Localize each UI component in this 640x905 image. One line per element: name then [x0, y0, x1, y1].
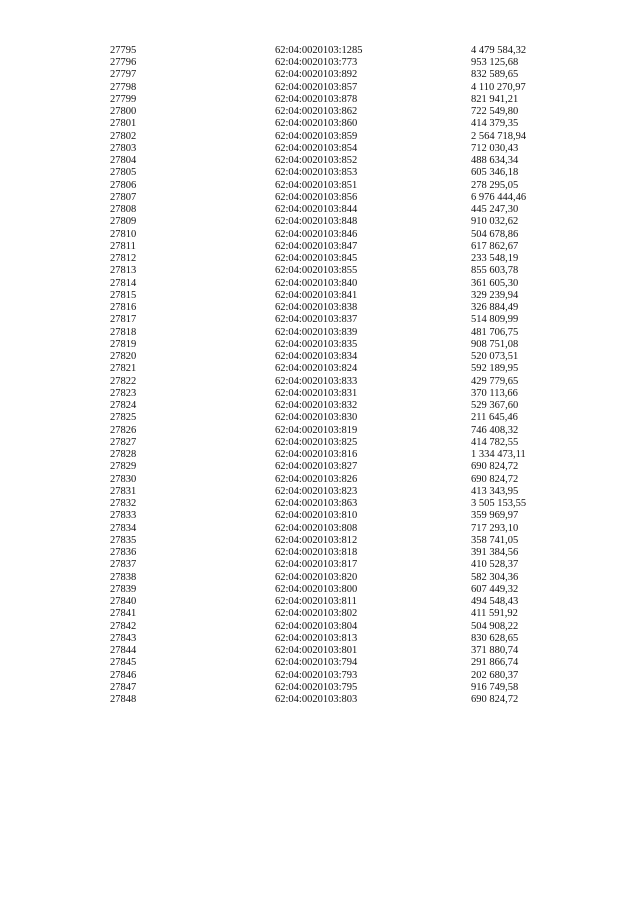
cadastral-value-cell: 413 343,95 — [471, 485, 519, 497]
cadastral-value-table — [110, 45, 571, 707]
cadastral-number-cell: 62:04:0020103:862 — [275, 106, 358, 118]
cadastral-number-cell: 62:04:0020103:794 — [275, 657, 358, 669]
cadastral-value-cell: 821 941,21 — [471, 93, 519, 105]
row-number-cell: 27822 — [110, 375, 137, 387]
row-number-cell: 27803 — [110, 142, 137, 154]
cadastral-value-cell: 910 032,62 — [471, 216, 519, 228]
cadastral-value-cell: 529 367,60 — [471, 400, 519, 412]
cadastral-value-cell: 211 645,46 — [471, 412, 518, 424]
cadastral-value-cell: 617 862,67 — [471, 240, 519, 252]
cadastral-value-cell: 746 408,32 — [471, 424, 519, 436]
cadastral-value-cell: 504 678,86 — [471, 228, 519, 240]
cadastral-value-cell: 514 809,99 — [471, 314, 519, 326]
table-row — [110, 425, 571, 437]
table-row — [110, 474, 571, 486]
row-number-cell: 27808 — [110, 204, 137, 216]
table-row — [110, 596, 571, 608]
table-row — [110, 278, 571, 290]
row-number-cell: 27835 — [110, 534, 137, 546]
cadastral-number-cell: 62:04:0020103:831 — [275, 387, 358, 399]
row-number-cell: 27841 — [110, 608, 137, 620]
row-number-cell: 27809 — [110, 216, 137, 228]
cadastral-value-cell: 445 247,30 — [471, 204, 519, 216]
cadastral-number-cell: 62:04:0020103:878 — [275, 93, 358, 105]
cadastral-number-cell: 62:04:0020103:851 — [275, 179, 358, 191]
cadastral-value-cell: 278 295,05 — [471, 179, 519, 191]
cadastral-number-cell: 62:04:0020103:837 — [275, 314, 358, 326]
table-row — [110, 560, 571, 572]
cadastral-value-cell: 607 449,32 — [471, 583, 519, 595]
row-number-cell: 27830 — [110, 473, 137, 485]
row-number-cell: 27798 — [110, 81, 137, 93]
cadastral-number-cell: 62:04:0020103:848 — [275, 216, 358, 228]
table-row — [110, 204, 571, 216]
row-number-cell: 27847 — [110, 681, 137, 693]
table-row — [110, 547, 571, 559]
row-number-cell: 27825 — [110, 412, 137, 424]
row-number-cell: 27807 — [110, 191, 137, 203]
cadastral-value-cell: 953 125,68 — [471, 57, 519, 69]
table-row — [110, 168, 571, 180]
row-number-cell: 27805 — [110, 167, 137, 179]
table-row — [110, 339, 571, 351]
row-number-cell: 27795 — [110, 44, 137, 56]
cadastral-value-cell: 690 824,72 — [471, 473, 519, 485]
cadastral-value-cell: 916 749,58 — [471, 681, 519, 693]
row-number-cell: 27829 — [110, 461, 137, 473]
row-number-cell: 27818 — [110, 326, 137, 338]
table-row — [110, 192, 571, 204]
cadastral-number-cell: 62:04:0020103:811 — [275, 596, 357, 608]
row-number-cell: 27846 — [110, 669, 137, 681]
cadastral-value-cell: 830 628,65 — [471, 632, 519, 644]
row-number-cell: 27804 — [110, 155, 137, 167]
cadastral-number-cell: 62:04:0020103:840 — [275, 277, 358, 289]
row-number-cell: 27816 — [110, 302, 137, 314]
cadastral-value-cell: 329 239,94 — [471, 289, 519, 301]
row-number-cell: 27842 — [110, 620, 137, 632]
row-number-cell: 27796 — [110, 57, 137, 69]
cadastral-number-cell: 62:04:0020103:826 — [275, 473, 358, 485]
row-number-cell: 27831 — [110, 485, 137, 497]
cadastral-number-cell: 62:04:0020103:818 — [275, 547, 358, 559]
cadastral-value-cell: 202 680,37 — [471, 669, 519, 681]
cadastral-number-cell: 62:04:0020103:841 — [275, 289, 358, 301]
row-number-cell: 27806 — [110, 179, 137, 191]
cadastral-value-cell: 391 384,56 — [471, 547, 519, 559]
cadastral-value-cell: 690 824,72 — [471, 694, 519, 706]
row-number-cell: 27797 — [110, 69, 137, 81]
cadastral-number-cell: 62:04:0020103:824 — [275, 363, 358, 375]
row-number-cell: 27837 — [110, 559, 137, 571]
row-number-cell: 27824 — [110, 400, 137, 412]
cadastral-value-cell: 717 293,10 — [471, 522, 519, 534]
table-row — [110, 535, 571, 547]
table-row — [110, 229, 571, 241]
row-number-cell: 27839 — [110, 583, 137, 595]
table-row — [110, 364, 571, 376]
cadastral-value-cell: 2 564 718,94 — [471, 130, 527, 142]
cadastral-number-cell: 62:04:0020103:892 — [275, 69, 358, 81]
table-row — [110, 82, 571, 94]
cadastral-value-cell: 712 030,43 — [471, 142, 519, 154]
table-row — [110, 621, 571, 633]
cadastral-value-cell: 494 548,43 — [471, 596, 519, 608]
cadastral-value-cell: 370 113,66 — [471, 387, 518, 399]
cadastral-number-cell: 62:04:0020103:1285 — [275, 44, 363, 56]
table-row — [110, 400, 571, 412]
cadastral-number-cell: 62:04:0020103:813 — [275, 632, 358, 644]
cadastral-value-cell: 722 549,80 — [471, 106, 519, 118]
cadastral-number-cell: 62:04:0020103:830 — [275, 412, 358, 424]
table-row — [110, 155, 571, 167]
row-number-cell: 27838 — [110, 571, 137, 583]
cadastral-value-cell: 4 479 584,32 — [471, 44, 527, 56]
cadastral-value-cell: 504 908,22 — [471, 620, 519, 632]
cadastral-value-cell: 358 741,05 — [471, 534, 519, 546]
cadastral-value-cell: 410 528,37 — [471, 559, 519, 571]
cadastral-number-cell: 62:04:0020103:827 — [275, 461, 358, 473]
row-number-cell: 27821 — [110, 363, 137, 375]
cadastral-number-cell: 62:04:0020103:832 — [275, 400, 358, 412]
cadastral-number-cell: 62:04:0020103:835 — [275, 338, 358, 350]
cadastral-value-cell: 326 884,49 — [471, 302, 519, 314]
row-number-cell: 27819 — [110, 338, 137, 350]
cadastral-number-cell: 62:04:0020103:819 — [275, 424, 358, 436]
cadastral-value-cell: 371 880,74 — [471, 645, 519, 657]
cadastral-number-cell: 62:04:0020103:801 — [275, 645, 358, 657]
row-number-cell: 27827 — [110, 436, 137, 448]
cadastral-number-cell: 62:04:0020103:833 — [275, 375, 358, 387]
row-number-cell: 27844 — [110, 645, 137, 657]
cadastral-number-cell: 62:04:0020103:802 — [275, 608, 358, 620]
cadastral-value-cell: 414 782,55 — [471, 436, 519, 448]
row-number-cell: 27833 — [110, 510, 137, 522]
row-number-cell: 27845 — [110, 657, 137, 669]
row-number-cell: 27799 — [110, 93, 137, 105]
row-number-cell: 27832 — [110, 498, 137, 510]
cadastral-number-cell: 62:04:0020103:839 — [275, 326, 358, 338]
table-row — [110, 253, 571, 265]
table-row — [110, 694, 571, 706]
table-row — [110, 266, 571, 278]
table-row — [110, 327, 571, 339]
cadastral-value-cell: 520 073,51 — [471, 351, 519, 363]
cadastral-number-cell: 62:04:0020103:857 — [275, 81, 358, 93]
table-row — [110, 682, 571, 694]
cadastral-value-cell: 414 379,35 — [471, 118, 519, 130]
cadastral-value-cell: 1 334 473,11 — [471, 449, 526, 461]
cadastral-number-cell: 62:04:0020103:852 — [275, 155, 358, 167]
cadastral-number-cell: 62:04:0020103:823 — [275, 485, 358, 497]
cadastral-value-cell: 233 548,19 — [471, 253, 519, 265]
cadastral-number-cell: 62:04:0020103:847 — [275, 240, 358, 252]
cadastral-number-cell: 62:04:0020103:773 — [275, 57, 358, 69]
cadastral-number-cell: 62:04:0020103:820 — [275, 571, 358, 583]
table-row — [110, 486, 571, 498]
row-number-cell: 27811 — [110, 240, 136, 252]
table-row — [110, 437, 571, 449]
cadastral-number-cell: 62:04:0020103:838 — [275, 302, 358, 314]
cadastral-number-cell: 62:04:0020103:793 — [275, 669, 358, 681]
table-row — [110, 572, 571, 584]
cadastral-value-cell: 582 304,36 — [471, 571, 519, 583]
row-number-cell: 27812 — [110, 253, 137, 265]
cadastral-number-cell: 62:04:0020103:825 — [275, 436, 358, 448]
cadastral-value-cell: 361 605,30 — [471, 277, 519, 289]
cadastral-number-cell: 62:04:0020103:795 — [275, 681, 358, 693]
row-number-cell: 27836 — [110, 547, 137, 559]
cadastral-number-cell: 62:04:0020103:863 — [275, 498, 358, 510]
table-row — [110, 94, 571, 106]
cadastral-value-cell: 855 603,78 — [471, 265, 519, 277]
table-row — [110, 584, 571, 596]
table-row — [110, 45, 571, 57]
cadastral-number-cell: 62:04:0020103:810 — [275, 510, 358, 522]
row-number-cell: 27813 — [110, 265, 137, 277]
cadastral-value-cell: 6 976 444,46 — [471, 191, 527, 203]
row-number-cell: 27834 — [110, 522, 137, 534]
table-row — [110, 106, 571, 118]
table-row — [110, 57, 571, 69]
row-number-cell: 27843 — [110, 632, 137, 644]
cadastral-number-cell: 62:04:0020103:844 — [275, 204, 358, 216]
cadastral-number-cell: 62:04:0020103:834 — [275, 351, 358, 363]
row-number-cell: 27815 — [110, 289, 137, 301]
cadastral-number-cell: 62:04:0020103:803 — [275, 694, 358, 706]
cadastral-number-cell: 62:04:0020103:856 — [275, 191, 358, 203]
table-row — [110, 241, 571, 253]
table-row — [110, 523, 571, 535]
table-row — [110, 449, 571, 461]
table-row — [110, 658, 571, 670]
cadastral-number-cell: 62:04:0020103:860 — [275, 118, 358, 130]
table-row — [110, 70, 571, 82]
table-row — [110, 670, 571, 682]
cadastral-number-cell: 62:04:0020103:804 — [275, 620, 358, 632]
cadastral-value-cell: 592 189,95 — [471, 363, 519, 375]
cadastral-number-cell: 62:04:0020103:812 — [275, 534, 358, 546]
row-number-cell: 27820 — [110, 351, 137, 363]
row-number-cell: 27823 — [110, 387, 137, 399]
cadastral-number-cell: 62:04:0020103:853 — [275, 167, 358, 179]
cadastral-number-cell: 62:04:0020103:808 — [275, 522, 358, 534]
table-row — [110, 217, 571, 229]
cadastral-value-cell: 605 346,18 — [471, 167, 519, 179]
table-row — [110, 290, 571, 302]
row-number-cell: 27802 — [110, 130, 137, 142]
table-row — [110, 131, 571, 143]
table-row — [110, 413, 571, 425]
cadastral-value-cell: 832 589,65 — [471, 69, 519, 81]
table-body — [110, 45, 571, 707]
table-row — [110, 143, 571, 155]
row-number-cell: 27800 — [110, 106, 137, 118]
table-row — [110, 511, 571, 523]
cadastral-value-cell: 908 751,08 — [471, 338, 519, 350]
cadastral-number-cell: 62:04:0020103:855 — [275, 265, 358, 277]
row-number-cell: 27840 — [110, 596, 137, 608]
cadastral-value-cell: 481 706,75 — [471, 326, 519, 338]
table-row — [110, 119, 571, 131]
table-row — [110, 609, 571, 621]
table-row — [110, 462, 571, 474]
table-row — [110, 498, 571, 510]
table-row — [110, 388, 571, 400]
cadastral-value-cell: 4 110 270,97 — [471, 81, 526, 93]
row-number-cell: 27828 — [110, 449, 137, 461]
cadastral-value-cell: 3 505 153,55 — [471, 498, 527, 510]
table-row — [110, 180, 571, 192]
cadastral-number-cell: 62:04:0020103:846 — [275, 228, 358, 240]
cadastral-number-cell: 62:04:0020103:854 — [275, 142, 358, 154]
cadastral-number-cell: 62:04:0020103:859 — [275, 130, 358, 142]
row-number-cell: 27814 — [110, 277, 137, 289]
table-row — [110, 376, 571, 388]
row-number-cell: 27817 — [110, 314, 137, 326]
cadastral-value-cell: 488 634,34 — [471, 155, 519, 167]
cadastral-value-cell: 359 969,97 — [471, 510, 519, 522]
row-number-cell: 27810 — [110, 228, 137, 240]
cadastral-value-cell: 690 824,72 — [471, 461, 519, 473]
cadastral-number-cell: 62:04:0020103:817 — [275, 559, 358, 571]
cadastral-number-cell: 62:04:0020103:800 — [275, 583, 358, 595]
table-row — [110, 645, 571, 657]
cadastral-number-cell: 62:04:0020103:845 — [275, 253, 358, 265]
table-row — [110, 351, 571, 363]
cadastral-value-cell: 291 866,74 — [471, 657, 519, 669]
table-row — [110, 315, 571, 327]
table-row — [110, 302, 571, 314]
cadastral-value-cell: 411 591,92 — [471, 608, 518, 620]
row-number-cell: 27826 — [110, 424, 137, 436]
table-row — [110, 633, 571, 645]
row-number-cell: 27801 — [110, 118, 137, 130]
row-number-cell: 27848 — [110, 694, 137, 706]
cadastral-value-cell: 429 779,65 — [471, 375, 519, 387]
cadastral-number-cell: 62:04:0020103:816 — [275, 449, 358, 461]
